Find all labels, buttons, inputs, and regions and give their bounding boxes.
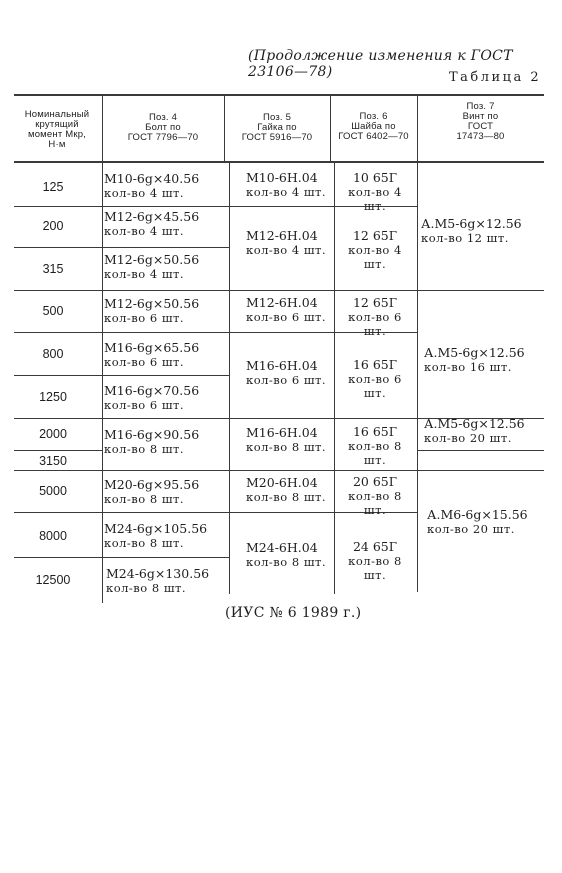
bolt-cell: М20-6g×95.56 кол-во 8 шт. bbox=[104, 477, 200, 506]
torque-value: 315 bbox=[42, 262, 64, 276]
washer-cell: 20 65Г кол-во 8 шт. bbox=[348, 474, 402, 517]
nut-cell: М10-6Н.04 кол-во 4 шт. bbox=[246, 170, 327, 199]
screw-cell: А.М5-6g×12.56 кол-во 16 шт. bbox=[424, 345, 525, 374]
torque-value: 3150 bbox=[39, 454, 67, 468]
header-washer: Поз. 6 Шайба по ГОСТ 6402—70 bbox=[338, 111, 409, 142]
washer-cell: 12 65Г кол-во 6 шт. bbox=[348, 295, 402, 338]
header-nut: Поз. 5 Гайка по ГОСТ 5916—70 bbox=[241, 112, 313, 143]
nut-cell: М16-6Н.04 кол-во 8 шт. bbox=[246, 425, 327, 454]
washer-cell: 10 65Г кол-во 4 шт. bbox=[348, 170, 402, 213]
washer-cell: 16 65Г кол-во 6 шт. bbox=[348, 357, 402, 400]
nut-cell: М20-6Н.04 кол-во 8 шт. bbox=[246, 475, 327, 504]
screw-cell: А.М5-6g×12.56 кол-во 20 шт. bbox=[424, 416, 525, 445]
bolt-cell: М10-6g×40.56 кол-во 4 шт. bbox=[104, 171, 200, 200]
nut-cell: М24-6Н.04 кол-во 8 шт. bbox=[246, 540, 327, 569]
torque-value: 12500 bbox=[35, 573, 71, 587]
torque-value: 500 bbox=[42, 304, 64, 318]
bolt-cell: М12-6g×50.56 кол-во 4 шт. bbox=[104, 252, 200, 281]
header-bolt: Поз. 4 Болт по ГОСТ 7796—70 bbox=[127, 112, 199, 143]
bolt-cell: М16-6g×70.56 кол-во 6 шт. bbox=[104, 383, 200, 412]
screw-cell: А.М5-6g×12.56 кол-во 12 шт. bbox=[421, 216, 522, 245]
torque-value: 2000 bbox=[39, 427, 67, 441]
washer-cell: 12 65Г кол-во 4 шт. bbox=[348, 228, 402, 271]
footer-note: (ИУС № 6 1989 г.) bbox=[225, 605, 362, 621]
nut-cell: М12-6Н.04 кол-во 4 шт. bbox=[246, 228, 327, 257]
nut-cell: М12-6Н.04 кол-во 6 шт. bbox=[246, 295, 327, 324]
continuation-title: (Продолжение изменения к ГОСТ 23106—78) bbox=[248, 48, 513, 80]
screw-cell: А.М6-6g×15.56 кол-во 20 шт. bbox=[427, 507, 528, 536]
torque-value: 5000 bbox=[39, 484, 67, 498]
torque-value: 1250 bbox=[39, 390, 67, 404]
nut-cell: М16-6Н.04 кол-во 6 шт. bbox=[246, 358, 327, 387]
washer-cell: 16 65Г кол-во 8 шт. bbox=[348, 424, 402, 467]
washer-cell: 24 65Г кол-во 8 шт. bbox=[348, 539, 402, 582]
torque-value: 125 bbox=[42, 180, 64, 194]
torque-value: 200 bbox=[42, 219, 64, 233]
torque-value: 8000 bbox=[39, 529, 67, 543]
bolt-cell: М12-6g×45.56 кол-во 4 шт. bbox=[104, 209, 200, 238]
torque-value: 800 bbox=[42, 347, 64, 361]
bolt-cell: М24-6g×105.56 кол-во 8 шт. bbox=[104, 521, 208, 550]
bolt-cell: М24-6g×130.56 кол-во 8 шт. bbox=[106, 566, 210, 595]
header-screw: Поз. 7 Винт по ГОСТ 17473—80 bbox=[456, 101, 505, 142]
bolt-cell: М16-6g×65.56 кол-во 6 шт. bbox=[104, 340, 200, 369]
bolt-cell: М16-6g×90.56 кол-во 8 шт. bbox=[104, 427, 200, 456]
bolt-cell: М12-6g×50.56 кол-во 6 шт. bbox=[104, 296, 200, 325]
header-torque: Номинальный крутящий момент Mкр, Н·м bbox=[24, 109, 90, 150]
table-label: Таблица 2 bbox=[449, 70, 542, 85]
